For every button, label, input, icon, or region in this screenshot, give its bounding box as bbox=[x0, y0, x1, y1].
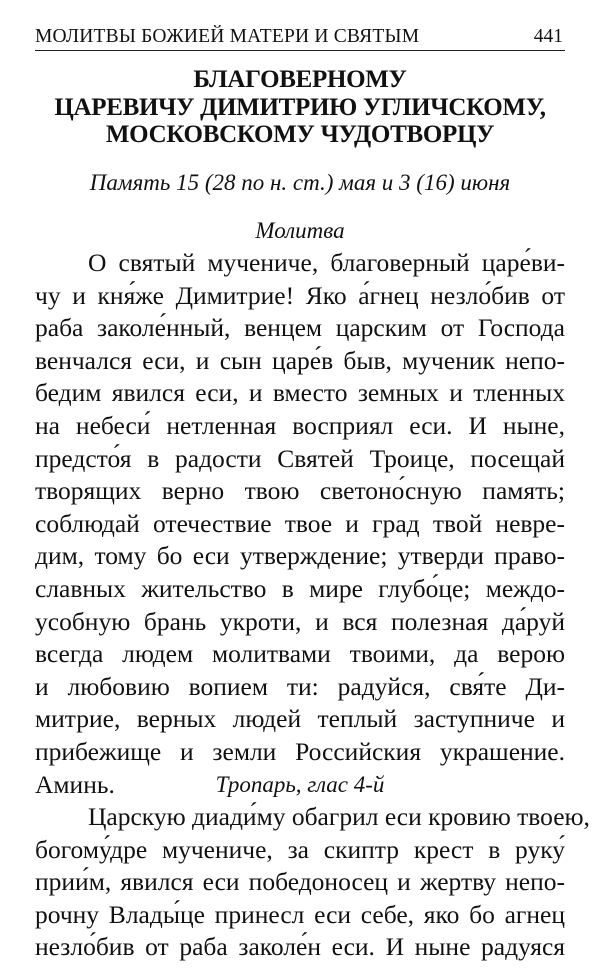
text-line: творящих верно твою светоно́сную память; bbox=[35, 476, 565, 506]
text-line: О святый мучениче, благоверный царе́ви- bbox=[88, 248, 565, 277]
title-line: МОСКОВСКОМУ ЧУДОТВОРЦУ bbox=[105, 121, 495, 148]
text-line: и любовию вопием ти: радуйся, свя́те Ди- bbox=[35, 671, 565, 701]
text-line: чу и кня́же Димитрие! Яко а́гнец незло́бив от bbox=[35, 280, 565, 310]
text-line: Аминь. bbox=[35, 769, 115, 799]
text-line: усобную брань укроти, и вся полезная да́руй bbox=[35, 606, 565, 636]
text-line: богому́дре мучениче, за скиптр крест в руку́ bbox=[35, 834, 565, 864]
prayer-text bbox=[35, 247, 565, 801]
commemoration-dates: Память 15 (28 по н. ст.) мая и 3 (16) июня bbox=[89, 170, 511, 195]
text-line: прии́м, явился еси победоносец и жертву непо- bbox=[35, 867, 565, 897]
troparion-heading: Тропарь, глас 4-й bbox=[215, 772, 385, 797]
troparion-text bbox=[35, 801, 590, 964]
text-line: славных жительство в мире глубо́це; междо- bbox=[35, 573, 565, 603]
saint-title bbox=[0, 66, 600, 149]
text-line: прибежище и земли Российския украшение. bbox=[35, 736, 565, 766]
text-line: венчался еси, и сын царе́в быв, мученик непо- bbox=[35, 345, 565, 375]
text-line: раба заколе́нный, венцем царским от Господа bbox=[35, 313, 565, 343]
running-header bbox=[35, 24, 565, 51]
page-number: 441 bbox=[533, 26, 563, 47]
text-line: дим, тому бо еси утверждение; утверди право- bbox=[35, 541, 565, 571]
text-line: Царскую диади́му обагрил еси кровию твоею, bbox=[88, 802, 590, 831]
text-line: митрие, верных людей теплый заступниче и bbox=[35, 704, 565, 734]
text-line: соблюдай отечествие твое и град твой невре- bbox=[35, 508, 565, 538]
prayer-heading: Молитва bbox=[255, 218, 345, 243]
text-line: рочну Влады́це принесл еси себе, яко бо агнец bbox=[35, 899, 565, 929]
text-line: предсто́я в радости Святей Троице, посещай bbox=[35, 443, 565, 473]
text-line: на небеси́ нетленная восприял еси. И ныне, bbox=[35, 410, 565, 440]
title-line: БЛАГОВЕРНОМУ bbox=[193, 66, 407, 93]
running-title: МОЛИТВЫ БОЖИЕЙ МАТЕРИ И СВЯТЫМ bbox=[35, 26, 420, 47]
text-line: бедим явился еси, и вместо земных и тленных bbox=[35, 378, 565, 408]
text-line: незло́бив от раба заколе́н еси. И ныне радуяся bbox=[35, 932, 565, 962]
title-line: ЦАРЕВИЧУ ДИМИТРИЮ УГЛИЧСКОМУ, bbox=[54, 93, 546, 121]
text-line: всегда людем молитвами твоими, да верою bbox=[35, 639, 565, 669]
